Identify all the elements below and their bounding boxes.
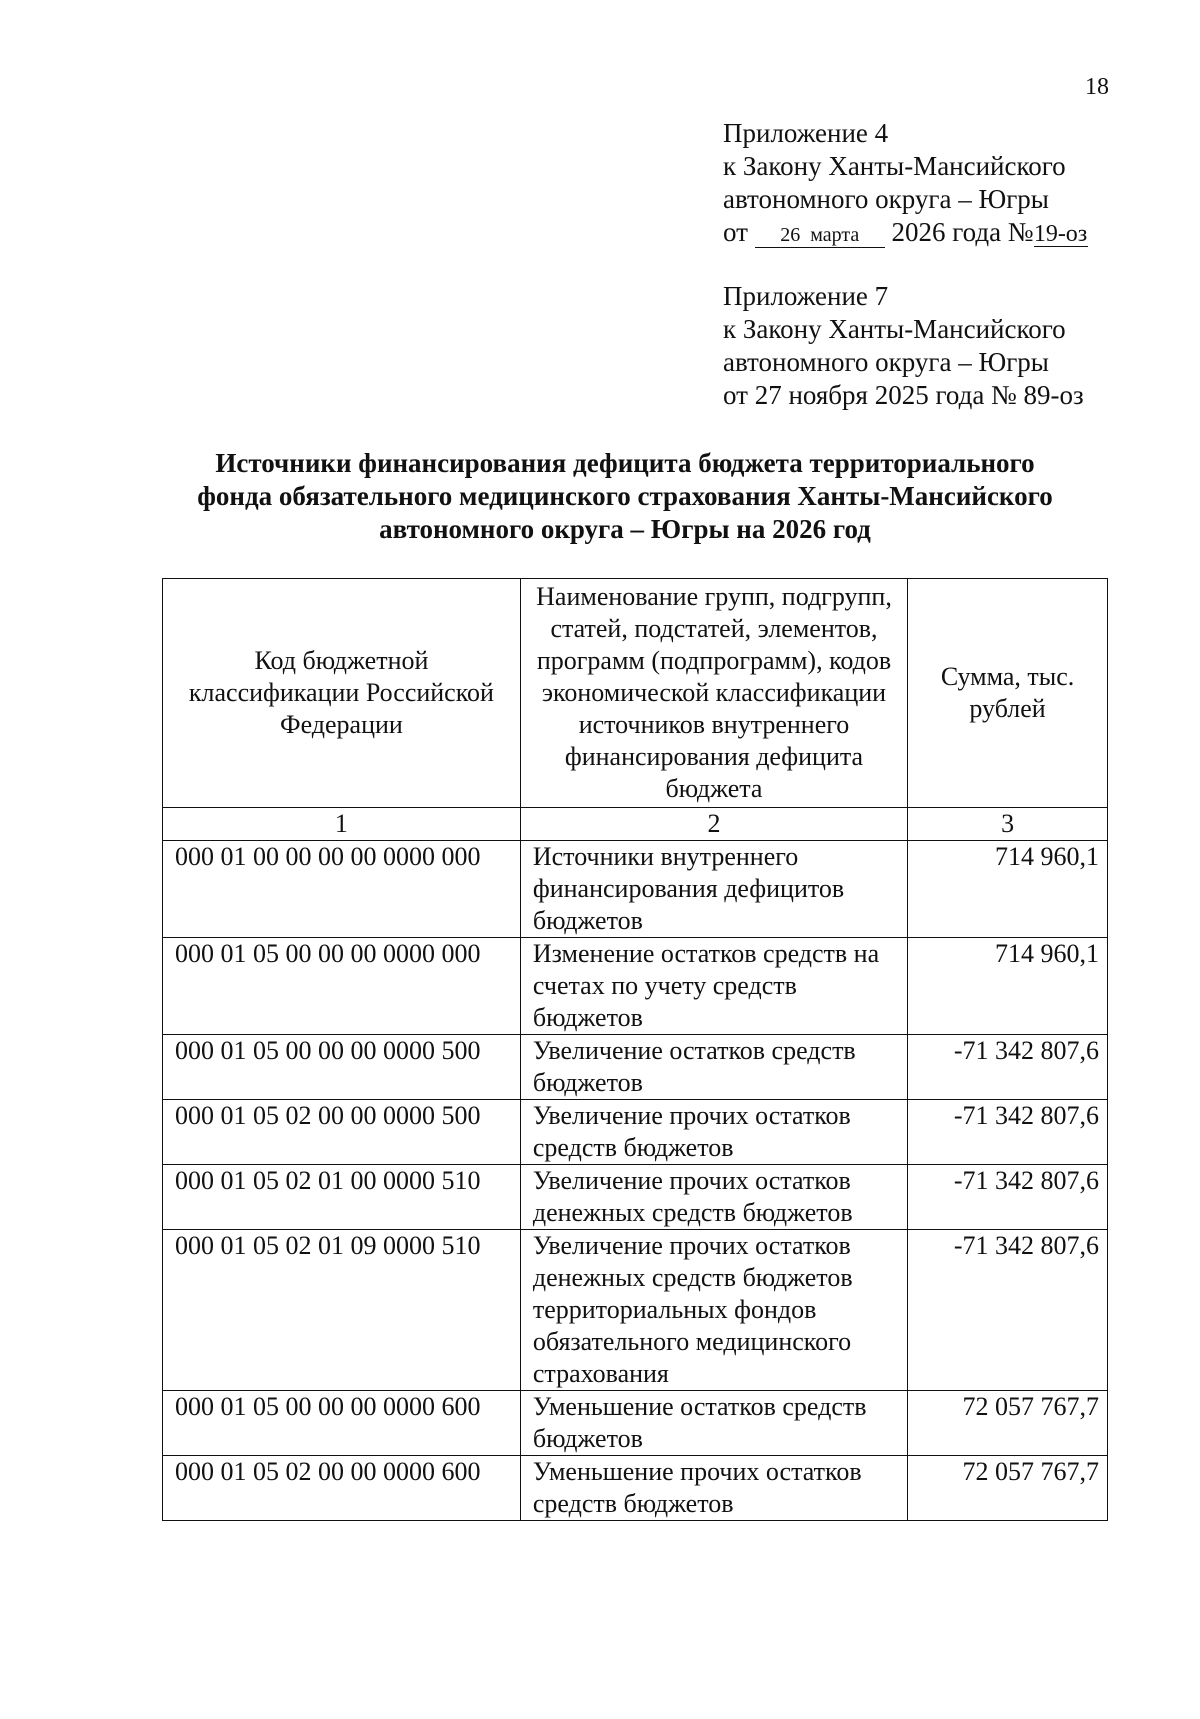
column-number: 1 (163, 808, 521, 841)
date-year: 2026 года № (891, 217, 1034, 247)
table-row (163, 841, 1108, 938)
appendix-current-law (723, 117, 1088, 249)
appendix-date-line (723, 216, 1088, 249)
row-name: Источники внутреннего финансирования дефицитов бюджетов (520, 841, 907, 938)
row-amount: -71 342 807,6 (908, 1165, 1108, 1230)
header-amount: Сумма, тыс. рублей (908, 579, 1108, 808)
row-code: 000 01 05 02 00 00 0000 600 (163, 1456, 521, 1521)
appendix-region-line: автономного округа – Югры (723, 184, 1049, 214)
row-code: 000 01 05 02 01 09 0000 510 (163, 1230, 521, 1391)
budget-sources-table (162, 578, 1108, 1521)
table-row (163, 1230, 1108, 1391)
row-name: Увеличение прочих остатков средств бюджетов (520, 1100, 907, 1165)
appendix-title: Приложение 7 (723, 281, 889, 311)
table-row (163, 1456, 1108, 1521)
row-amount: -71 342 807,6 (908, 1100, 1108, 1165)
title-line: фонда обязательного медицинского страхования Ханты-Мансийского (197, 481, 1053, 511)
row-amount: 72 057 767,7 (908, 1456, 1108, 1521)
appendix-law-line: к Закону Ханты-Мансийского (723, 314, 1066, 344)
page-number: 18 (1085, 74, 1109, 100)
row-name: Увеличение прочих остатков денежных средств бюджетов (520, 1165, 907, 1230)
row-name: Уменьшение остатков средств бюджетов (520, 1391, 907, 1456)
row-code: 000 01 05 02 00 00 0000 500 (163, 1100, 521, 1165)
row-code: 000 01 05 00 00 00 0000 600 (163, 1391, 521, 1456)
column-number: 3 (908, 808, 1108, 841)
header-name: Наименование групп, подгрупп, статей, подстатей, элементов, программ (подпрограмм), кодов экономической классификации источников внутреннего финансирования дефицита бюджета (520, 579, 907, 808)
appendix-original-law (723, 280, 1084, 412)
table-row (163, 938, 1108, 1035)
row-code: 000 01 05 00 00 00 0000 000 (163, 938, 521, 1035)
law-number: 19-оз (1033, 221, 1088, 247)
table-row (163, 1391, 1108, 1456)
title-line: автономного округа – Югры на 2026 год (379, 514, 871, 544)
document-title (160, 447, 1090, 546)
table-header-row (163, 579, 1108, 808)
column-number: 2 (520, 808, 907, 841)
appendix-law-line: к Закону Ханты-Мансийского (723, 151, 1066, 181)
date-day-month (755, 223, 885, 248)
table-row (163, 1165, 1108, 1230)
row-amount: -71 342 807,6 (908, 1230, 1108, 1391)
appendix-title: Приложение 4 (723, 118, 889, 148)
row-amount: 714 960,1 (908, 841, 1108, 938)
row-amount: 714 960,1 (908, 938, 1108, 1035)
row-name: Изменение остатков средств на счетах по учету средств бюджетов (520, 938, 907, 1035)
column-number-row (163, 808, 1108, 841)
row-name: Увеличение остатков средств бюджетов (520, 1035, 907, 1100)
date-day: 26 (780, 224, 801, 246)
date-month: марта (810, 224, 860, 246)
row-name: Увеличение прочих остатков денежных средств бюджетов территориальных фондов обязательного медицинского страхования (520, 1230, 907, 1391)
row-code: 000 01 00 00 00 00 0000 000 (163, 841, 521, 938)
table-row (163, 1100, 1108, 1165)
row-amount: 72 057 767,7 (908, 1391, 1108, 1456)
title-line: Источники финансирования дефицита бюджета территориального (215, 448, 1035, 478)
date-prefix: от (723, 217, 748, 247)
header-code: Код бюджетной классификации Российской Федерации (163, 579, 521, 808)
row-code: 000 01 05 02 01 00 0000 510 (163, 1165, 521, 1230)
appendix-region-line: автономного округа – Югры (723, 347, 1049, 377)
appendix-date-line: от 27 ноября 2025 года № 89-оз (723, 380, 1084, 410)
table-row (163, 1035, 1108, 1100)
row-code: 000 01 05 00 00 00 0000 500 (163, 1035, 521, 1100)
row-amount: -71 342 807,6 (908, 1035, 1108, 1100)
row-name: Уменьшение прочих остатков средств бюджетов (520, 1456, 907, 1521)
